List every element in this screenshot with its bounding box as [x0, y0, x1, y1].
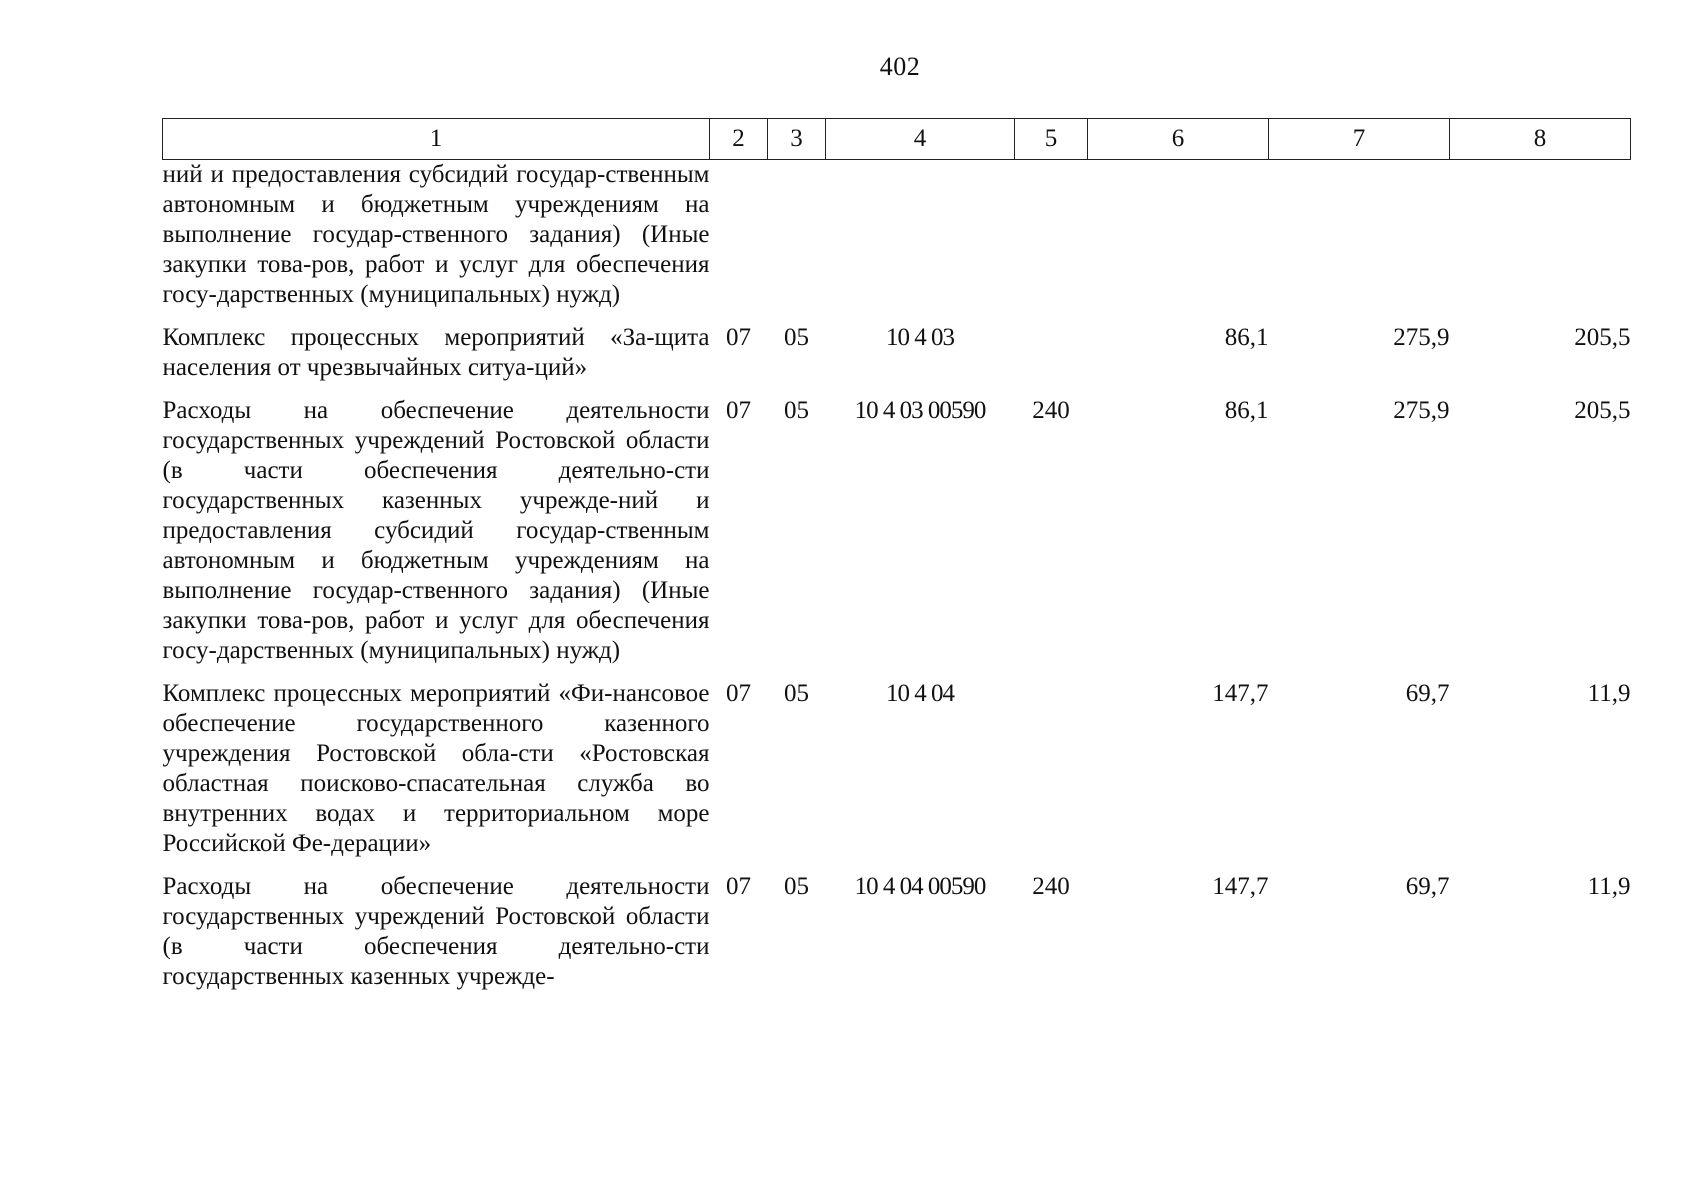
cell-amount-col8: [1450, 160, 1631, 320]
cell-amount-col6: 147,7: [1212, 873, 1269, 900]
cell-section: 07: [726, 397, 751, 424]
cell-amount-col7: 69,7: [1405, 873, 1450, 900]
cell-amount-col8: 205,5: [1574, 324, 1631, 351]
cell-amount-col6: 147,7: [1212, 680, 1269, 707]
row-description: Расходы на обеспечение деятельности государственных учреждений Ростовской области (в части обеспечения деятельно-сти государственных казенных учрежде-: [162, 873, 710, 990]
cell-expense-type: [1015, 160, 1088, 320]
row-description: ний и предоставления субсидий государ-ственным автономным и бюджетным учреждениям на выполнение государ-ственного задания) (Иные закупки това-ров, работ и услуг для обеспечения госу-дарственных (муниципальных) нужд): [162, 161, 710, 308]
cell-target-article: 10 4 03 00590: [854, 397, 986, 424]
cell-section: 07: [726, 680, 751, 707]
table-row: [163, 319, 1631, 392]
row-description: Расходы на обеспечение деятельности государственных учреждений Ростовской области (в части обеспечения деятельно-сти государственных казенных учрежде-ний и предоставления субсидий государ-ственным автономным и бюджетным учреждениям на выполнение государ-ственного задания) (Иные закупки това-ров, работ и услуг для обеспечения госу-дарственных (муниципальных) нужд): [162, 397, 710, 664]
cell-amount-col6: 86,1: [1224, 397, 1269, 424]
budget-table: [162, 118, 1631, 1001]
column-header: 2: [710, 119, 768, 160]
cell-section: 07: [726, 873, 751, 900]
cell-expense-type: [1015, 675, 1088, 868]
column-header: 7: [1269, 119, 1450, 160]
cell-amount-col8: 205,5: [1574, 397, 1631, 424]
cell-amount-col7: 69,7: [1405, 680, 1450, 707]
cell-subsection: 05: [784, 397, 809, 424]
cell-amount-col7: 275,9: [1393, 324, 1450, 351]
cell-section: [710, 160, 768, 320]
column-header: 6: [1088, 119, 1269, 160]
cell-amount-col8: 11,9: [1587, 680, 1631, 707]
cell-amount-col6: 86,1: [1224, 324, 1269, 351]
cell-expense-type: 240: [1032, 873, 1070, 900]
cell-amount-col7: 275,9: [1393, 397, 1450, 424]
page-number: 402: [879, 52, 921, 81]
cell-amount-col6: [1088, 160, 1269, 320]
cell-amount-col7: [1269, 160, 1450, 320]
cell-section: 07: [726, 324, 751, 351]
cell-target-article: 10 4 04: [886, 680, 954, 707]
cell-expense-type: [1015, 319, 1088, 392]
cell-target-article: 10 4 03: [886, 324, 954, 351]
table-row: [163, 868, 1631, 1001]
cell-expense-type: 240: [1032, 397, 1070, 424]
column-header: 1: [163, 119, 710, 160]
column-header: 3: [768, 119, 826, 160]
cell-subsection: [768, 160, 826, 320]
row-description: Комплекс процессных мероприятий «За-щита населения от чрезвычайных ситуа-ций»: [162, 324, 710, 381]
cell-subsection: 05: [784, 680, 809, 707]
cell-target-article: 10 4 04 00590: [854, 873, 986, 900]
column-header: 8: [1450, 119, 1631, 160]
cell-subsection: 05: [784, 873, 809, 900]
table-row: [163, 675, 1631, 868]
table-row: [163, 160, 1631, 320]
table-row: [163, 392, 1631, 675]
cell-amount-col8: 11,9: [1587, 873, 1631, 900]
row-description: Комплекс процессных мероприятий «Фи-нансовое обеспечение государственного казенного учреждения Ростовской обла-сти «Ростовская областная поисково-спасательная служба во внутренних водах и территориальном море Российской Фе-дерации»: [162, 680, 710, 857]
cell-target-article: [826, 160, 1015, 320]
cell-subsection: 05: [784, 324, 809, 351]
column-header: 4: [826, 119, 1015, 160]
table-header: [163, 119, 1631, 160]
column-header: 5: [1015, 119, 1088, 160]
